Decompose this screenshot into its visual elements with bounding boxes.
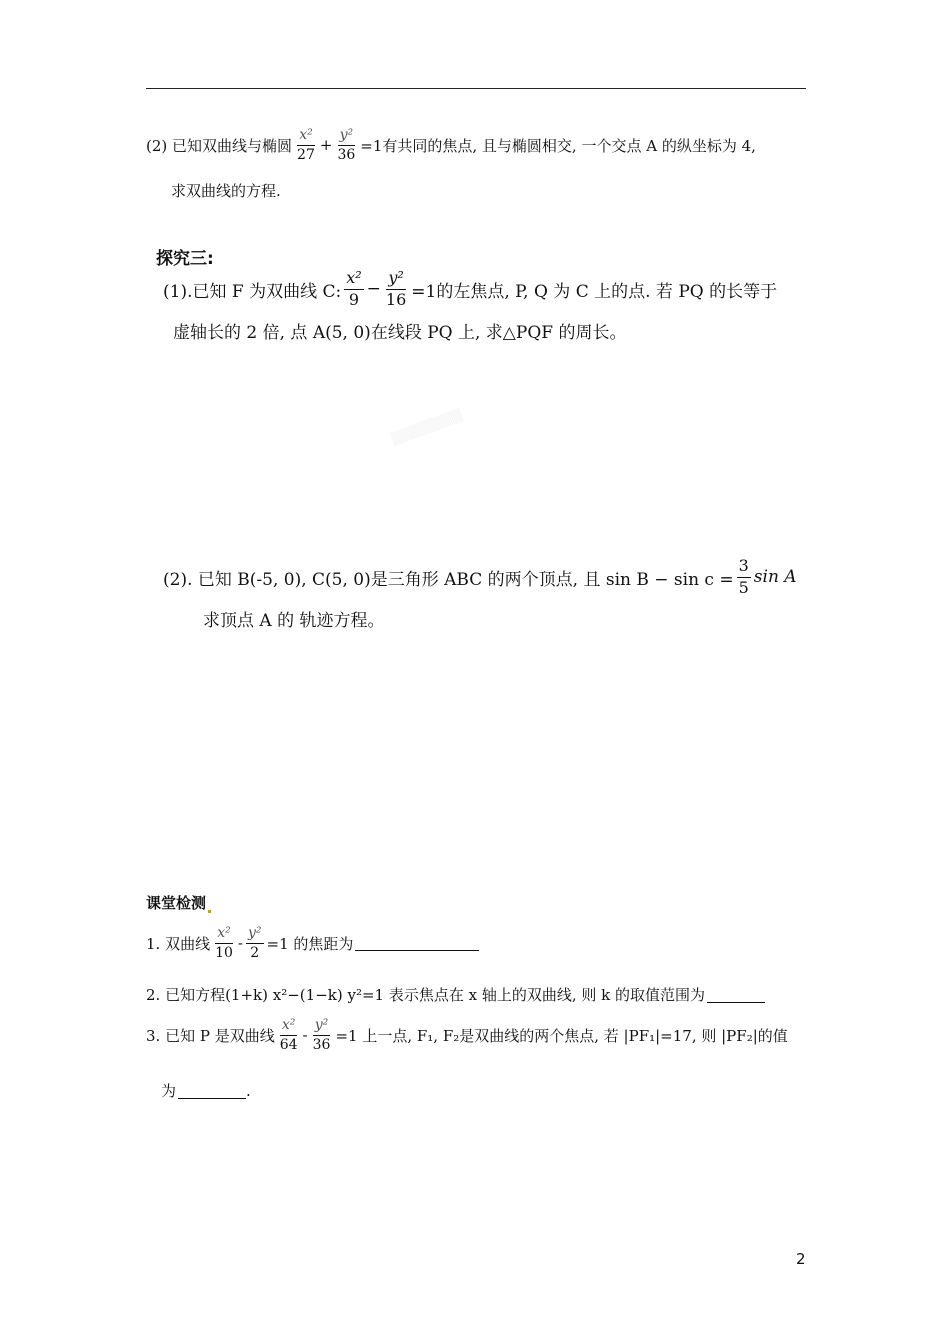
fraction-y2-16: $\frac{\text{y²}}{16}$ [385, 268, 407, 309]
fraction-x2-64: $\frac{\text{x²}}{64}$ [279, 1017, 298, 1053]
problem-2b-suffix: =1有共同的焦点, 且与椭圆相交, 一个交点 A 的纵坐标为 4, [360, 136, 756, 155]
answer-blank-3[interactable] [178, 1083, 246, 1099]
decorative-dot [208, 910, 211, 913]
fraction-x2-27: $\frac{\text{x²}}{27}$ [297, 127, 315, 163]
header-rule [146, 88, 806, 89]
page-number: 2 [796, 1250, 806, 1268]
check-question-2: 2. 已知方程(1+k) x²−(1−k) y²=1 表示焦点在 x 轴上的双曲线, 则 k 的取值范围为 [146, 984, 765, 1005]
check-title: 课堂检测 [146, 892, 211, 913]
answer-blank-1[interactable] [355, 935, 479, 951]
section3-problem-1-line2: 虚轴长的 2 倍, 点 A(5, 0)在线段 PQ 上, 求△PQF 的周长。 [173, 323, 627, 343]
check-question-1: 1. 双曲线 $\frac{\text{x²}}{10}$ - $\frac{\text{y²}}{2}$ =1 的焦距为 [146, 926, 479, 960]
fraction-x2-10: $\frac{\text{x²}}{10}$ [215, 925, 233, 961]
section3-problem-2-line2: 求顶点 A 的 轨迹方程。 [203, 611, 385, 631]
fraction-y2-36: $\frac{\text{y²}}{36}$ [337, 127, 356, 163]
check-question-3-line2: 为 . [161, 1081, 251, 1100]
problem-2b-prefix: (2) 已知双曲线与椭圆 [146, 136, 293, 155]
answer-blank-2[interactable] [707, 987, 765, 1003]
section3-problem-2-line1: (2). 已知 B(-5, 0), C(5, 0)是三角形 ABC 的两个顶点, 且 sin B − sin c = $\frac{3}{5}$ sin A [163, 556, 797, 597]
fraction-3-5: $\frac{3}{5}$ [738, 556, 749, 597]
watermark: ▒▒▒▒▒▒▒▒ [389, 407, 464, 447]
check-question-3: 3. 已知 P 是双曲线 $\frac{\text{x²}}{64}$ - $\frac{\text{y²}}{36}$ =1 上一点, F₁, F₂是双曲线的两个焦点, 若 |PF₁|=17, 则 |PF₂|的值 [146, 1017, 788, 1053]
fraction-x2-9: $\frac{\text{x²}}{9}$ [346, 268, 362, 309]
section3-problem-1-line1: (1).已知 F 为双曲线 C: $\frac{\text{x²}}{9}$ − $\frac{\text{y²}}{16}$ =1的左焦点, P, Q 为 C 上的点. 若 PQ 的长等于 [163, 268, 778, 309]
problem-2b-line1: (2) 已知双曲线与椭圆 $\frac{\text{x²}}{27}$ + $\frac{\text{y²}}{36}$ =1有共同的焦点, 且与椭圆相交, 一个交点 A 的纵坐标为 4, [146, 127, 756, 163]
fraction-y2-36: $\frac{\text{y²}}{36}$ [312, 1017, 331, 1053]
problem-2b-line2: 求双曲线的方程. [171, 182, 281, 200]
section-title: 探究三: [156, 249, 214, 269]
fraction-y2-2: $\frac{\text{y²}}{2}$ [248, 925, 262, 961]
